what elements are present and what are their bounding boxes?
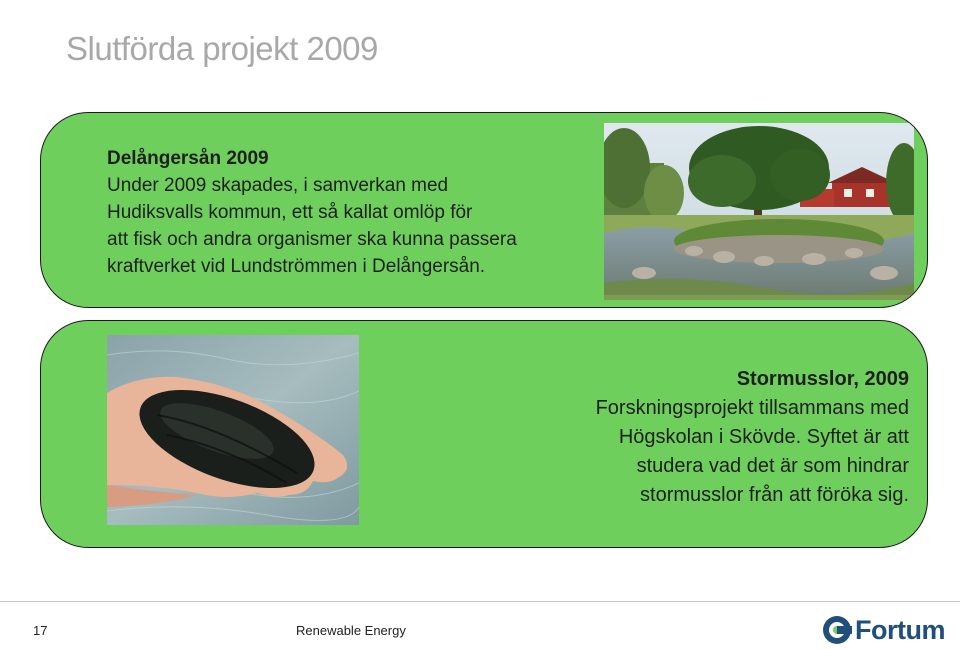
- stormusslor-line: Högskolan i Skövde. Syftet är att: [618, 426, 909, 448]
- fishway-park-photo: [604, 123, 914, 300]
- fortum-logo: [822, 612, 956, 648]
- delangersan-line: Under 2009 skapades, i samverkan med: [107, 175, 449, 196]
- stormusslor-line: studera vad det är som hindrar: [636, 455, 909, 477]
- delangersan-line: att fisk och andra organismer ska kunna passera: [107, 229, 517, 250]
- slide-title: Slutförda projekt 2009: [66, 30, 378, 67]
- stormusslor-heading: Stormusslor, 2009: [736, 368, 909, 390]
- footer-label: Renewable Energy: [296, 623, 406, 638]
- delangersan-line: kraftverket vid Lundströmmen i Delångersån.: [107, 256, 486, 277]
- fortum-logo-text: Fortum: [855, 614, 945, 645]
- project-panel-delangersan: [40, 112, 928, 308]
- delangersan-line: Hudiksvalls kommun, ett så kallat omlöp för: [107, 202, 473, 223]
- fortum-logo-icon: [822, 615, 852, 645]
- footer-divider: [0, 601, 960, 602]
- delangersan-text: [107, 145, 627, 280]
- page-number: 17: [33, 623, 48, 638]
- stormusslor-line: Forskningsprojekt tillsammans med: [595, 397, 909, 419]
- mussel-in-hand-photo: [107, 335, 359, 525]
- stormusslor-text: [509, 365, 909, 510]
- stormusslor-line: stormusslor från att föröka sig.: [640, 484, 909, 506]
- project-panel-stormusslor: [40, 320, 928, 548]
- delangersan-heading: Delångersån 2009: [107, 148, 269, 169]
